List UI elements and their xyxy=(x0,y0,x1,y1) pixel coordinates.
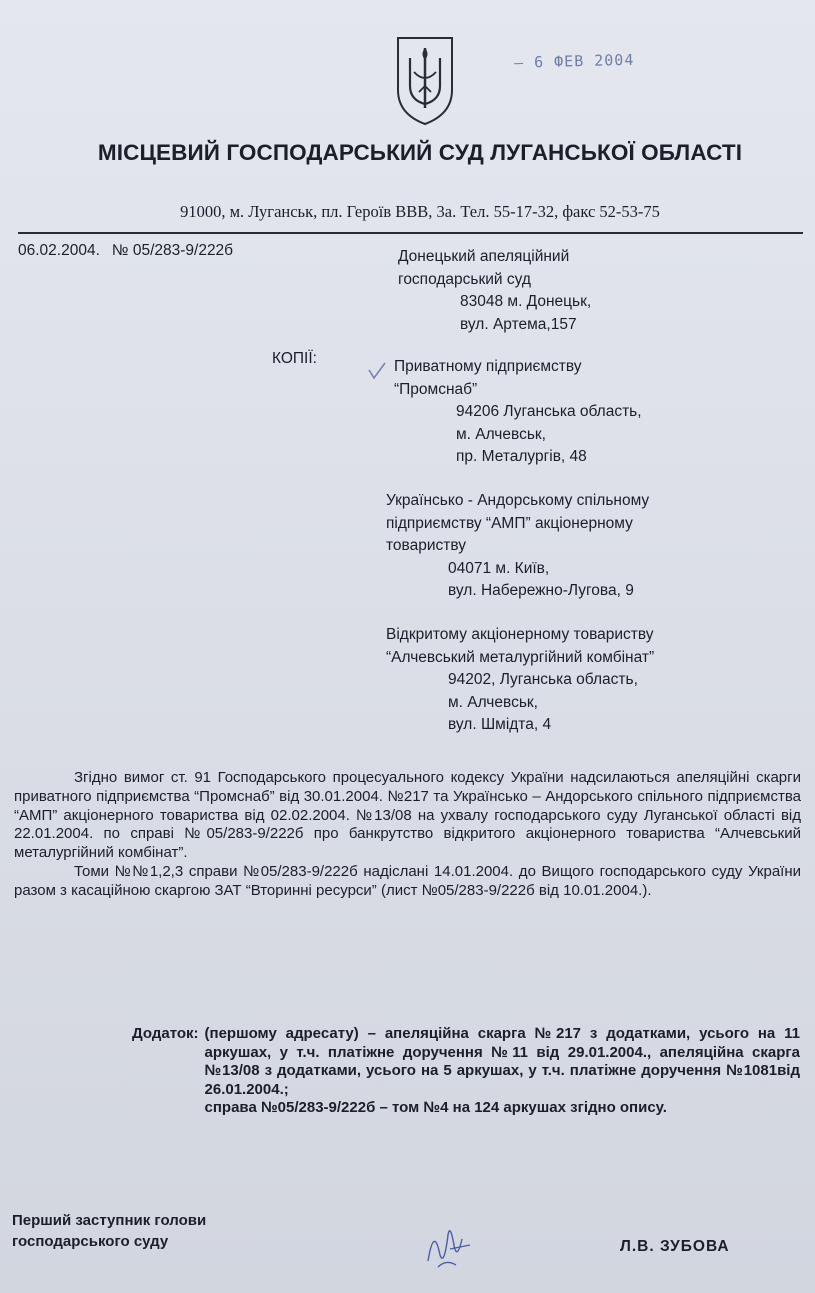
handwritten-signature xyxy=(420,1215,476,1273)
coat-of-arms-emblem xyxy=(392,34,458,126)
recipient-line: Українсько - Андорському спільному xyxy=(386,492,650,509)
check-mark-icon xyxy=(366,360,388,382)
recipient-line: Донецький апеляційний xyxy=(398,248,570,265)
recipient-address-line: вул. Набережно-Лугова, 9 xyxy=(448,582,634,599)
recipient-address-line: 83048 м. Донецьк, xyxy=(460,293,592,310)
copy-recipient-1 xyxy=(394,356,642,469)
signatory-title xyxy=(12,1210,206,1252)
signatory-title-line: Перший заступник голови xyxy=(12,1212,207,1229)
body-paragraph: Томи №№1,2,3 справи №05/283-9/222б надіслані 14.01.2004. до Вищого господарського суду України разом з касаційною скаргою ЗАТ “Вторинні ресурси” (лист №05/283-9/222б від 10.01.2004.). xyxy=(14,862,801,899)
copies-label: КОПІЇ: xyxy=(272,350,317,367)
recipient-address-line: вул. Шмідта, 4 xyxy=(448,716,552,733)
recipient-line: “Промснаб” xyxy=(394,380,478,398)
court-address: 91000, м. Луганськ, пл. Героїв ВВВ, 3а. Тел. 55-17-32, факс 52-53-75 xyxy=(180,202,660,221)
signatory-name: Л.В. ЗУБОВА xyxy=(620,1238,730,1255)
court-name-heading: МІСЦЕВИЙ ГОСПОДАРСЬКИЙ СУД ЛУГАНСЬКОЇ ОБЛАСТІ xyxy=(97,140,743,165)
body-paragraph: Згідно вимог ст. 91 Господарського процесуального кодексу України надсилаються апеляційні скарги приватного підприємства “Промснаб” від 30.01.2004. №217 та Українсько – Андорського спільного підприємства “АМП” акціонерного товариства від 02.02.2004. №13/08 на ухвалу господарського суду Луганської області від 22.01.2004. по справі №05/283-9/222б про банкрутство відкритого акціонерного товариства “Алчевський металургійний комбінат”. xyxy=(14,769,801,862)
outgoing-number: № 05/283-9/222б xyxy=(111,242,234,259)
copy-recipient-2 xyxy=(386,490,649,603)
attachment-section xyxy=(132,1025,800,1118)
header-divider xyxy=(18,232,803,234)
attachment-text: (першому адресату) – апеляційна скарга №217 з додатками, усього на 11 аркушах, у т.ч. платіжне доручення №11 від 29.01.2004., апеляційна скарга №13/08 з додатками, усього на 5 аркушах, у т.ч. платіжне доручення №1081від 26.01.2004.; xyxy=(204,1025,800,1098)
letter-body xyxy=(14,769,801,901)
recipient-address-line: 94206 Луганська область, xyxy=(456,403,642,420)
outgoing-reference xyxy=(18,242,233,260)
recipient-line: Приватному підприємству xyxy=(394,358,582,375)
recipient-line: товариству xyxy=(386,537,466,554)
recipient-main xyxy=(398,246,591,336)
outgoing-date: 06.02.2004. xyxy=(18,242,100,259)
recipient-address-line: вул. Артема,157 xyxy=(460,315,577,333)
attachment-label: Додаток: xyxy=(132,1025,199,1042)
attachment-text: справа №05/283-9/222б – том №4 на 124 аркушах згідно опису. xyxy=(204,1099,667,1116)
recipient-address-line: 04071 м. Київ, xyxy=(448,559,550,577)
recipient-line: господарський суд xyxy=(398,270,531,288)
recipient-line: “Алчевський металургійний комбінат” xyxy=(386,648,655,666)
recipient-address-line: м. Алчевськ, xyxy=(456,425,546,443)
recipient-address-line: м. Алчевськ, xyxy=(448,693,538,711)
signatory-title-line: господарського суду xyxy=(12,1233,169,1250)
received-date-stamp: – 6 ФЕВ 2004 xyxy=(513,50,635,72)
recipient-line: Відкритому акціонерному товариству xyxy=(386,626,654,643)
recipient-line: підприємству “АМП” акціонерному xyxy=(386,514,633,532)
recipient-address-line: пр. Металургів, 48 xyxy=(456,448,587,465)
copy-recipient-3 xyxy=(386,624,654,737)
recipient-address-line: 94202, Луганська область, xyxy=(448,671,638,688)
